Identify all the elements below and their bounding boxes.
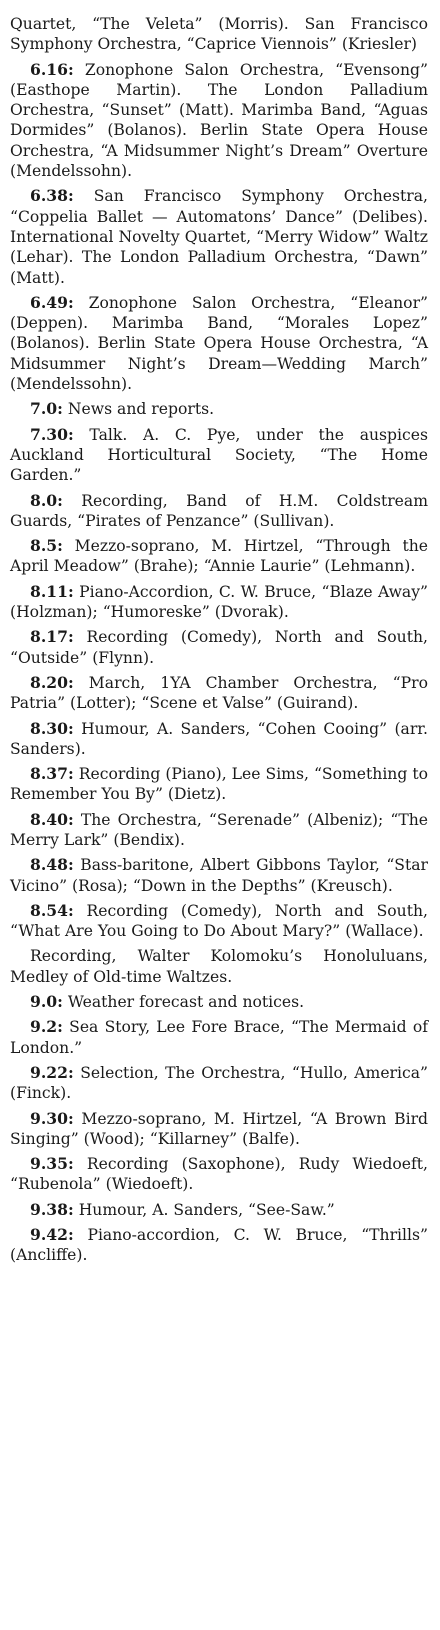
entry-time: 7.30: (30, 424, 74, 444)
entry-text: Mezzo-soprano, M. Hirtzel, “Through the April Meadow” (Brahe); “Annie Laurie” (Lehmann). (10, 537, 428, 576)
entry-time: 9.2: (30, 1017, 63, 1037)
entry-time: 8.17: (30, 627, 74, 647)
entry-time: 9.30: (30, 1108, 74, 1128)
entry-text: Sea Story, Lee Fore Brace, “The Mermaid of London.” (10, 1018, 428, 1057)
entry-text: San Francisco Symphony Orchestra, “Coppelia Ballet — Automatons’ Dance” (Delibes). International Novelty Quartet, “Merry Widow” Waltz (Lehar). The London Palladium Orchestra, “Dawn” (Matt). (10, 187, 428, 287)
programme-entry (10, 1063, 428, 1104)
entry-text: Humour, A. Sanders, “Cohen Cooing” (arr. Sanders). (10, 719, 428, 758)
programme-entry (10, 582, 428, 623)
programme-entry (10, 1225, 428, 1266)
entry-time: 8.20: (30, 672, 74, 692)
entry-time: 9.35: (30, 1154, 74, 1174)
entry-text: Talk. A. C. Pye, under the auspices Auckland Horticultural Society, “The Home Garden.” (10, 425, 428, 485)
programme-entry (10, 14, 428, 55)
entry-text: The Orchestra, “Serenade” (Albeniz); “The Merry Lark” (Bendix). (10, 810, 428, 849)
entry-text: Piano-Accordion, C. W. Bruce, “Blaze Away” (Holzman); “Humoreske” (Dvorak). (10, 582, 428, 622)
entry-text: Recording (Comedy), North and South, “Outside” (Flynn). (10, 628, 428, 667)
programme-entry (10, 1109, 428, 1150)
entry-text: Recording (Saxophone), Rudy Wiedoeft, “Rubenola” (Wiedoeft). (10, 1155, 428, 1194)
entry-text: Humour, A. Sanders, “See-Saw.” (73, 1200, 335, 1219)
programme-entry (10, 1154, 428, 1195)
entry-time: 8.37: (30, 764, 74, 784)
entry-time: 8.40: (30, 809, 74, 829)
entry-text: Zonophone Salon Orchestra, “Evensong” (Easthope Martin). The London Palladium Orchestra, “Sunset” (Matt). Marimba Band, “Aguas Dormides” (Bolanos). Berlin State Opera House Orchestra, “A Midsummer Night’s Dream” Overture (Mendelssohn). (10, 60, 428, 181)
programme-entry (10, 946, 428, 987)
programme-entry (10, 901, 428, 942)
entry-text: Recording, Walter Kolomoku’s Honoluluans, Medley of Old-time Waltzes. (10, 947, 428, 986)
programme-entry (10, 627, 428, 668)
entry-time: 8.54: (30, 900, 74, 920)
entry-text: Selection, The Orchestra, “Hullo, America” (Finck). (10, 1063, 428, 1103)
entry-text: March, 1YA Chamber Orchestra, “Pro Patria” (Lotter); “Scene et Valse” (Guirand). (10, 673, 428, 713)
programme-entry (10, 719, 428, 760)
entry-time: 6.38: (30, 186, 74, 206)
entry-text: Mezzo-soprano, M. Hirtzel, “A Brown Bird Singing” (Wood); “Killarney” (Balfe). (10, 1109, 428, 1148)
entry-text: Recording, Band of H.M. Coldstream Guards, “Pirates of Penzance” (Sullivan). (10, 491, 428, 530)
entry-text: Piano-accordion, C. W. Bruce, “Thrills” (Ancliffe). (10, 1226, 428, 1265)
entry-time: 9.0: (30, 992, 63, 1012)
entry-time: 7.0: (30, 399, 63, 419)
programme-entry (10, 855, 428, 896)
entry-text: Recording (Comedy), North and South, “What Are You Going to Do About Mary?” (Wallace). (10, 901, 428, 941)
entry-time: 8.5: (30, 536, 63, 556)
entry-text: Quartet, “The Veleta” (Morris). San Francisco Symphony Orchestra, “Caprice Viennois” (Kriesler) (10, 15, 428, 54)
entry-time: 8.48: (30, 855, 74, 875)
programme-entry (10, 186, 428, 287)
programme-entry (10, 992, 428, 1012)
programme-entry (10, 399, 428, 419)
programme-entry (10, 60, 428, 182)
entry-time: 8.0: (30, 490, 63, 510)
entry-time: 8.11: (30, 581, 74, 601)
entry-time: 6.16: (30, 59, 74, 79)
radio-programme-column (10, 14, 428, 1271)
entry-time: 9.22: (30, 1062, 74, 1082)
programme-entry (10, 425, 428, 486)
programme-entry (10, 810, 428, 851)
programme-entry (10, 491, 428, 532)
entry-text: Weather forecast and notices. (62, 993, 305, 1012)
programme-entry (10, 536, 428, 577)
entry-text: Recording (Piano), Lee Sims, “Something to Remember You By” (Dietz). (10, 765, 428, 804)
entry-text: Zonophone Salon Orchestra, “Eleanor” (Deppen). Marimba Band, “Morales Lopez” (Bolanos). Berlin State Opera House Orchestra, “A Midsummer Night’s Dream—Wedding March” (Mendelssohn). (10, 293, 428, 394)
entry-time: 8.30: (30, 718, 74, 738)
programme-entry (10, 673, 428, 714)
entry-time: 6.49: (30, 292, 74, 312)
entry-time: 9.38: (30, 1199, 74, 1219)
programme-entry (10, 1017, 428, 1058)
entry-time: 9.42: (30, 1225, 74, 1245)
programme-entry (10, 764, 428, 805)
programme-entry (10, 1200, 428, 1220)
entry-text: News and reports. (62, 400, 215, 419)
programme-entry (10, 293, 428, 394)
entry-text: Bass-baritone, Albert Gibbons Taylor, “Star Vicino” (Rosa); “Down in the Depths” (Kreusch). (10, 856, 428, 895)
